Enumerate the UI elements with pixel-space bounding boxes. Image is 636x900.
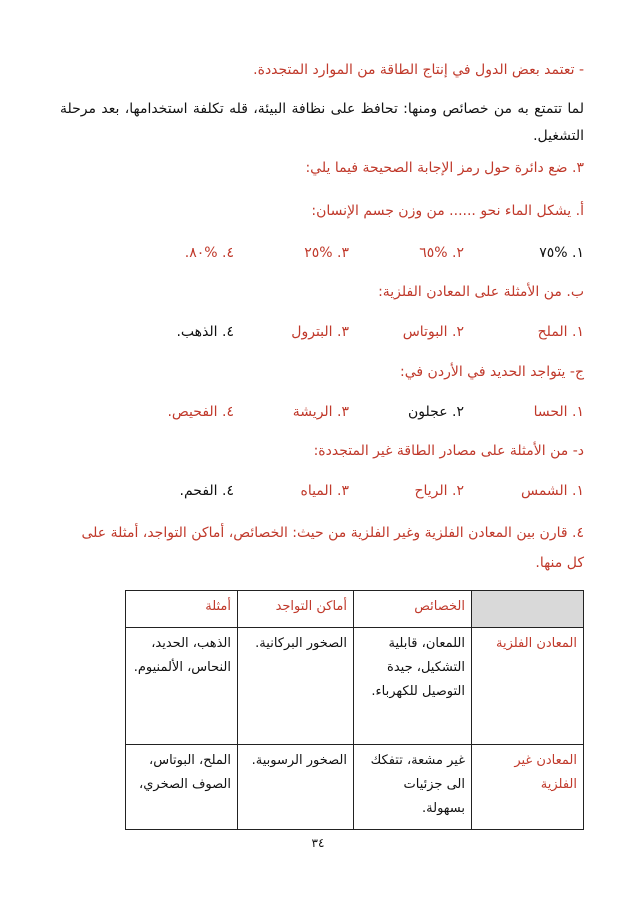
table-corner-cell: [472, 591, 584, 628]
table-row-label-metallic: المعادن الفلزية: [472, 628, 584, 745]
option-d-2[interactable]: ٢. الرياح: [414, 483, 464, 499]
option-d-4[interactable]: ٤. الفحم.: [179, 483, 234, 499]
option-d-1[interactable]: ١. الشمس: [520, 483, 584, 499]
option-a-1[interactable]: ١. %٧٥: [539, 245, 584, 261]
table-row: [126, 628, 584, 745]
table-cell-locations: الصخور الرسوبية.: [238, 745, 354, 830]
intro-paragraph: لما تتمتع به من خصائص ومنها: تحافظ على نظافة البيئة، قله تكلفة استخدامها، بعد مرحلة التشغيل.: [60, 101, 584, 144]
table-cell-examples: الذهب، الحديد، النحاس، الألمنيوم.: [126, 628, 238, 745]
question-3-title: ٣. ضع دائرة حول رمز الإجابة الصحيحة فيما يلي:: [305, 160, 584, 176]
question-a-options: [60, 245, 584, 267]
question-d-stem: د- من الأمثلة على مصادر الطاقة غير المتجددة:: [313, 443, 584, 459]
question-c-options: [60, 404, 584, 426]
table-header-examples: أمثلة: [126, 591, 238, 628]
option-b-4[interactable]: ٤. الذهب.: [176, 324, 234, 340]
comparison-table: [125, 590, 584, 830]
option-a-4[interactable]: ٤. %٨٠.: [184, 245, 234, 261]
page-number: ٣٤: [311, 836, 325, 850]
option-d-3[interactable]: ٣. المياه: [300, 483, 349, 499]
option-c-4[interactable]: ٤. الفحيص.: [167, 404, 234, 420]
table-header-row: [126, 591, 584, 628]
intro-line: - تعتمد بعض الدول في إنتاج الطاقة من الموارد المتجددة.: [253, 62, 584, 78]
option-b-1[interactable]: ١. الملح: [537, 324, 584, 340]
table-cell-properties: اللمعان، قابلية التشكيل، جيدة التوصيل للكهرباء.: [354, 628, 472, 745]
question-4-title: ٤. قارن بين المعادن الفلزية وغير الفلزية من حيث: الخصائص، أماكن التواجد، أمثلة على كل منها.: [81, 525, 584, 571]
question-c-stem: ج- يتواجد الحديد في الأردن في:: [400, 364, 584, 380]
table-row: [126, 745, 584, 830]
table-header-locations: أماكن التواجد: [238, 591, 354, 628]
table-row-label-nonmetallic: المعادن غير الفلزية: [472, 745, 584, 830]
option-a-2[interactable]: ٢. %٦٥: [419, 245, 464, 261]
table-cell-properties: غير مشعة، تتفكك الى جزئيات بسهولة.: [354, 745, 472, 830]
option-c-3[interactable]: ٣. الريشة: [292, 404, 349, 420]
option-c-1[interactable]: ١. الحسا: [533, 404, 584, 420]
option-a-3[interactable]: ٣. %٢٥: [304, 245, 349, 261]
question-b-stem: ب. من الأمثلة على المعادن الفلزية:: [378, 284, 584, 300]
question-d-options: [60, 483, 584, 505]
option-c-2[interactable]: ٢. عجلون: [408, 404, 464, 420]
question-a-stem: أ. يشكل الماء نحو ...... من وزن جسم الإنسان:: [311, 203, 584, 219]
table-header-properties: الخصائص: [354, 591, 472, 628]
option-b-2[interactable]: ٢. البوتاس: [402, 324, 464, 340]
table-cell-examples: الملح، البوتاس، الصوف الصخري،: [126, 745, 238, 830]
table-cell-locations: الصخور البركانية.: [238, 628, 354, 745]
question-b-options: [60, 324, 584, 346]
option-b-3[interactable]: ٣. البترول: [291, 324, 349, 340]
